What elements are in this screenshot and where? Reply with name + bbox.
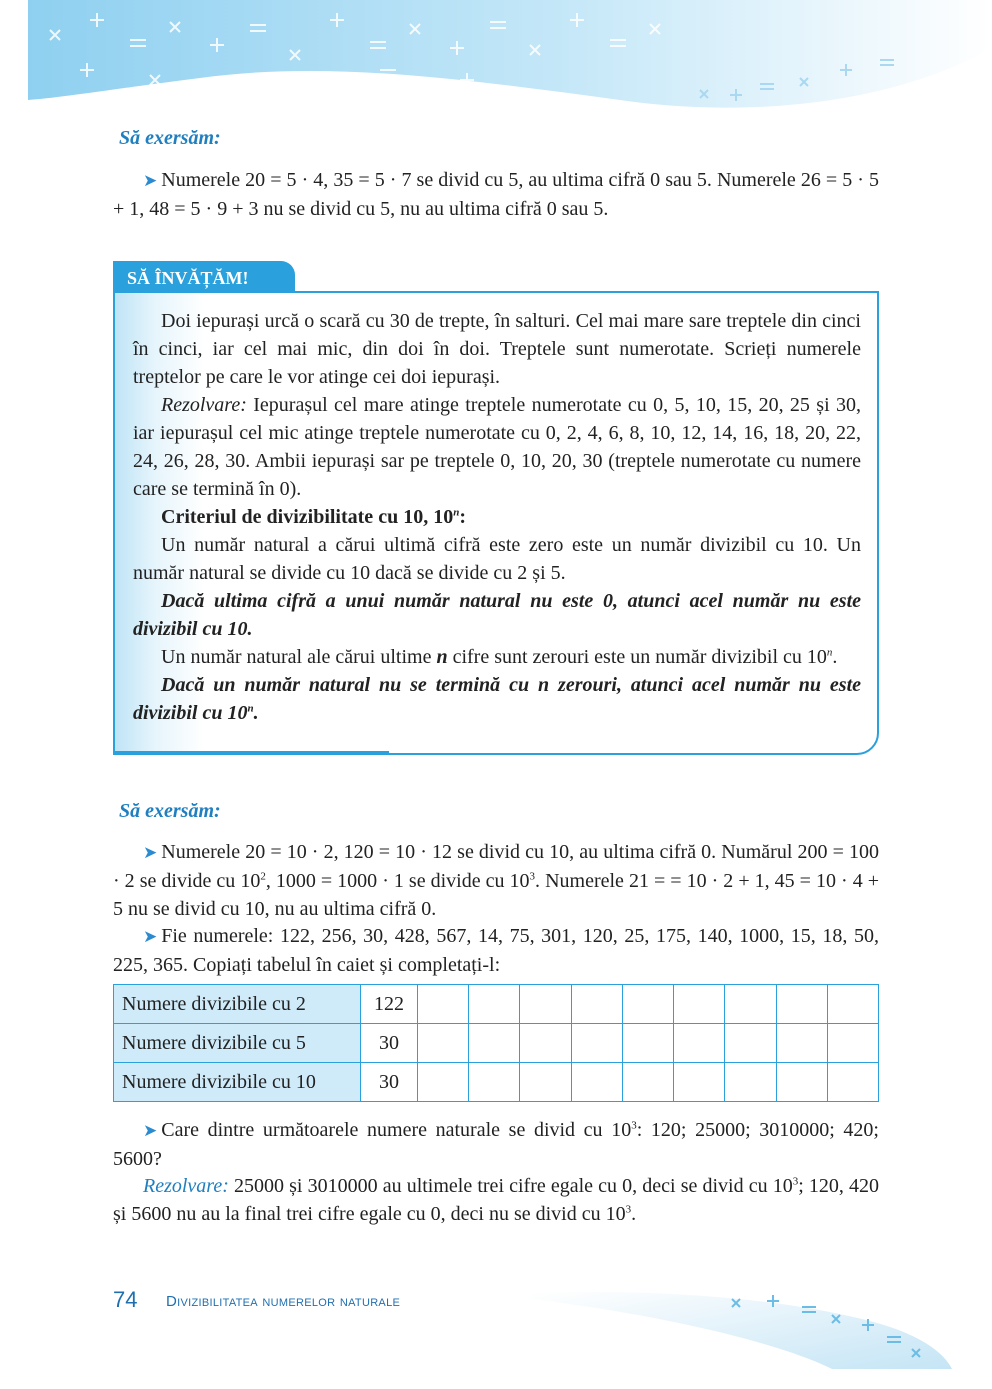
table-cell: [674, 1024, 725, 1063]
criterion-title: Criteriul de divizibilitate cu 10, 10$^n$:: [161, 506, 466, 528]
table-cell: [571, 1063, 622, 1102]
rule-emphasis-n: Dacă un număr natural nu se termină cu n zerouri, atunci acel număr nu este divizibil cu 10$^n$.: [133, 674, 861, 724]
table-cell: [469, 1063, 520, 1102]
header-decoration: [0, 0, 992, 130]
exercise-heading: Să exersăm:: [119, 127, 221, 149]
table-cell: [469, 985, 520, 1024]
table-cell: [827, 1024, 878, 1063]
table-cell: [520, 1063, 571, 1102]
exercise-bullet-3: ➤ Care dintre următoarele numere naturale se divid cu $10^3$: 120; 25000; 3010000; 420; 5600?: [113, 1119, 879, 1170]
exercise-heading-2: Să exersăm:: [119, 800, 221, 822]
table-row: [114, 985, 879, 1024]
exercise-paragraph: ➤ Numerele 20 = 5 · 4, 35 = 5 · 7 se divid cu 5, au ultima cifră 0 sau 5. Numerele 26 = 5 · 5 + 1, 48 = 5 · 9 + 3 nu se divid cu 5, nu au ultima cifră 0 sau 5.: [113, 169, 879, 220]
table-cell: [725, 985, 776, 1024]
exercise-bullet-2: ➤ Fie numerele: 122, 256, 30, 428, 567, 14, 75, 301, 120, 25, 175, 140, 1000, 15, 18, 50, 225, 365. Copiați tabelul în caiet și completați-l:: [113, 925, 879, 976]
table-cell: [520, 1024, 571, 1063]
arrow-bullet-icon: ➤: [143, 843, 158, 862]
table-cell: [725, 1063, 776, 1102]
table-cell: [776, 1063, 827, 1102]
table-cell: 30: [361, 1063, 418, 1102]
table-row-label: Numere divizibile cu 5: [114, 1024, 361, 1063]
table-cell: [469, 1024, 520, 1063]
footer-decoration: [532, 1279, 952, 1369]
arrow-bullet-icon: ➤: [143, 927, 158, 946]
arrow-bullet-icon: ➤: [143, 171, 158, 190]
problem-paragraph: Doi iepurași urcă o scară cu 30 de trepte, în salturi. Cel mai mare sare treptele din cinci în cinci, iar cel mai mic, din doi în doi. Treptele sunt numerotate. Scrieți numerele treptelor pe care le vor atinge cei doi iepurași.: [133, 310, 861, 388]
table-cell: [520, 985, 571, 1024]
exercise-solution: Rezolvare: 25000 și 3010000 au ultimele trei cifre egale cu 0, deci se divid cu $10^3$; 120, 420 și 5600 nu au la final trei cifre egale cu 0, deci nu se divid cu $10^3$.: [113, 1175, 879, 1225]
table-row: [114, 1063, 879, 1102]
table-row: [114, 1024, 879, 1063]
table-cell: [622, 985, 673, 1024]
table-cell: [418, 985, 469, 1024]
table-cell: [776, 1024, 827, 1063]
rule-emphasis: Dacă ultima cifră a unui număr natural nu este 0, atunci acel număr nu este divizibil cu 10.: [133, 590, 861, 640]
table-cell: 122: [361, 985, 418, 1024]
rule-paragraph: Un număr natural a cărui ultimă cifră este zero este un număr divizibil cu 10. Un număr natural se divide cu 10 dacă se divide cu 2 și 5.: [133, 534, 861, 584]
table-cell: [725, 1024, 776, 1063]
learn-box-strip: [113, 751, 389, 755]
table-cell: 30: [361, 1024, 418, 1063]
table-cell: [674, 985, 725, 1024]
table-cell: [827, 1063, 878, 1102]
solution-paragraph: Rezolvare: Iepurașul cel mare atinge treptele numerotate cu 0, 5, 10, 15, 20, 25 și 30, iar iepurașul cel mic atinge treptele numerotate cu 0, 2, 4, 6, 8, 10, 12, 14, 16, 18, 20, 22, 24, 26, 28, 30. Ambii iepurași sar pe treptele 0, 10, 20, 30 (treptele numerotate cu numere care se termină în 0).: [133, 394, 861, 500]
learn-tab: SĂ ÎNVĂȚĂM!: [113, 261, 295, 293]
table-cell: [622, 1024, 673, 1063]
exercise-bullet-1: ➤ Numerele 20 = 10 · 2, 120 = 10 · 12 se divid cu 10, au ultima cifră 0. Numărul 200 = 100 · 2 se divide cu $10^2$, 1000 = 1000 · 1 se divide cu $10^3$. Numerele 21 = = 10 · 2 + 1, 45 = 10 · 4 + 5 nu se divid cu 10, nu au ultima cifră 0.: [113, 841, 880, 920]
table-cell: [571, 1024, 622, 1063]
table-cell: [827, 985, 878, 1024]
page-number: 74: [113, 1287, 138, 1312]
table-row-label: Numere divizibile cu 2: [114, 985, 361, 1024]
chapter-title: Divizibilitatea numerelor naturale: [166, 1293, 401, 1310]
table-cell: [418, 1063, 469, 1102]
table-cell: [622, 1063, 673, 1102]
table-cell: [418, 1024, 469, 1063]
learn-text: [133, 307, 861, 727]
table-cell: [674, 1063, 725, 1102]
table-row-label: Numere divizibile cu 10: [114, 1063, 361, 1102]
rule-paragraph-n: Un număr natural ale cărui ultime n cifre sunt zerouri este un număr divizibil cu 10$^n$.: [161, 646, 838, 668]
table-cell: [776, 985, 827, 1024]
divisibility-table: [113, 984, 879, 1102]
table-cell: [571, 985, 622, 1024]
arrow-bullet-icon: ➤: [143, 1121, 158, 1140]
